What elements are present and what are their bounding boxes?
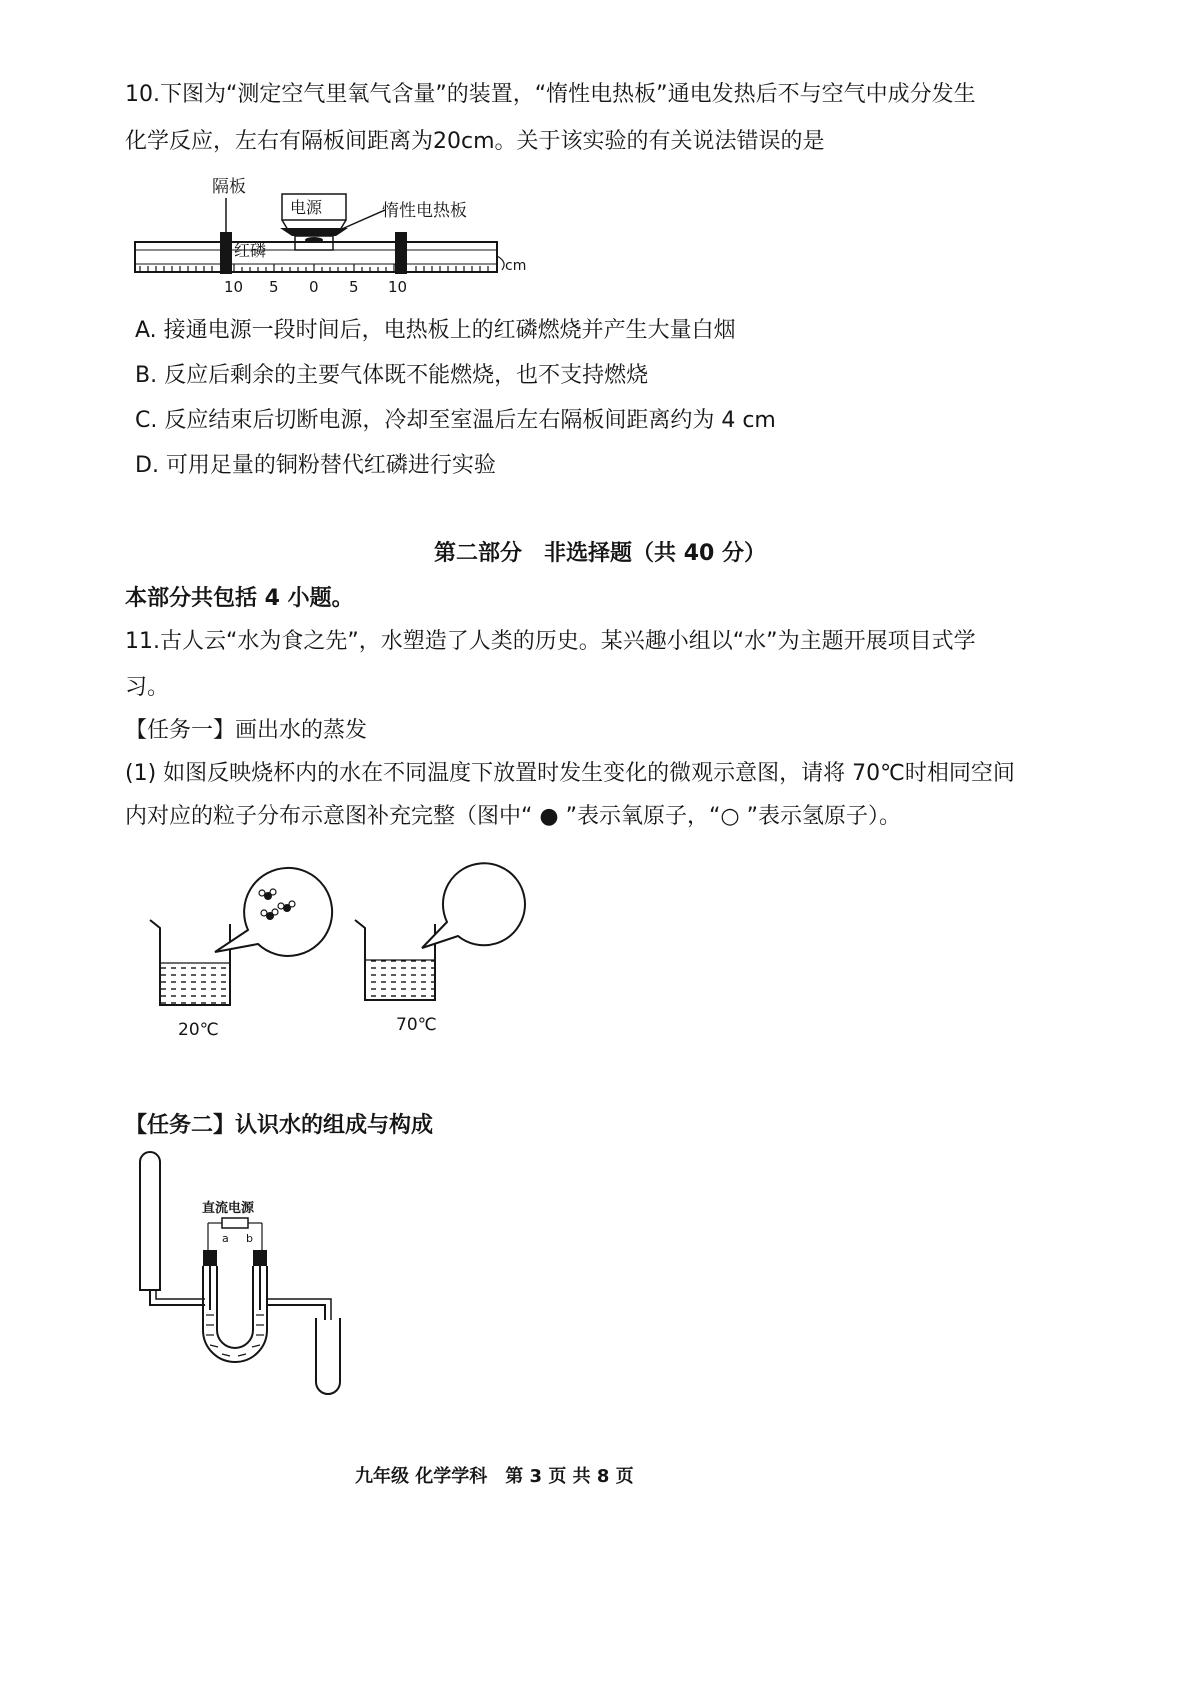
q11-task-1: 【任务一】画出水的蒸发	[125, 718, 368, 743]
q11-line-1: 11.古人云“水为食之先”，水塑造了人类的历史。某兴趣小组以“水”为主题开展项目式学	[125, 629, 976, 654]
q11-sub1-line-1: (1) 如图反映烧杯内的水在不同温度下放置时发生变化的微观示意图，请将 70℃时相同空间	[125, 761, 1015, 786]
terminal-a: a	[222, 1232, 229, 1245]
ruler-unit: cm	[505, 258, 527, 274]
u-tube-inner	[217, 1266, 253, 1348]
dc-power-box	[222, 1218, 248, 1228]
right-connecting-pipe	[267, 1299, 331, 1320]
right-test-tube	[316, 1318, 340, 1394]
page-footer: 九年级 化学学科 第 3 页 共 8 页	[355, 1466, 634, 1487]
terminal-b: b	[246, 1232, 253, 1245]
left-connecting-pipe	[156, 1290, 205, 1299]
u-tube-water	[206, 1315, 264, 1356]
tube-end-curve	[497, 256, 504, 270]
heater-plate	[280, 228, 348, 236]
electrolysis-figure	[130, 1150, 370, 1400]
q11-task-2: 【任务二】认识水的组成与构成	[125, 1113, 434, 1138]
part2-intro: 本部分共包括 4 小题。	[125, 586, 354, 611]
ruler-number: 0	[309, 278, 319, 296]
left-collecting-tube	[140, 1152, 160, 1290]
red-phosphorus	[305, 237, 323, 243]
q10-option-c: C. 反应结束后切断电源，冷却至室温后左右隔板间距离约为 4 cm	[135, 408, 776, 433]
right-stopper	[253, 1250, 267, 1266]
ruler-number: 5	[269, 278, 279, 296]
q10-apparatus-figure	[130, 170, 550, 305]
q10-option-d: D. 可用足量的铜粉替代红磷进行实验	[135, 453, 496, 478]
beaker-label-70c: 70℃	[396, 1015, 437, 1035]
label-dc-power: 直流电源	[202, 1201, 255, 1216]
left-connecting-pipe	[150, 1290, 205, 1305]
beaker-20c	[150, 920, 230, 1005]
left-partition	[220, 232, 232, 274]
q11-line-2: 习。	[125, 675, 170, 700]
label-heater: 惰性电热板	[382, 201, 467, 221]
right-partition	[395, 232, 407, 274]
right-connecting-pipe	[267, 1305, 325, 1320]
q10-line-1: 10.下图为“测定空气里氧气含量”的装置，“惰性电热板”通电发热后不与空气中成分发生	[125, 82, 976, 107]
beaker-70c	[355, 920, 435, 1000]
label-phosphorus: 红磷	[234, 241, 267, 260]
part2-heading: 第二部分 非选择题（共 40 分）	[434, 541, 766, 566]
glass-tube	[135, 242, 497, 272]
left-stopper	[203, 1250, 217, 1266]
ruler-number: 10	[388, 278, 408, 296]
speech-bubble-20c	[215, 868, 332, 956]
q10-option-a: A. 接通电源一段时间后，电热板上的红磷燃烧并产生大量白烟	[135, 318, 736, 343]
q10-option-b: B. 反应后剩余的主要气体既不能燃烧，也不支持燃烧	[135, 363, 649, 388]
label-power: 电源	[290, 198, 323, 217]
q11-sub1-line-2: 内对应的粒子分布示意图补充完整（图中“ ● ”表示氧原子，“○ ”表示氢原子）。	[125, 804, 901, 829]
ruler-number: 5	[349, 278, 359, 296]
beaker-label-20c: 20℃	[178, 1020, 219, 1040]
speech-bubble-70c	[422, 863, 525, 948]
beakers-figure	[140, 860, 540, 1045]
label-partition: 隔板	[212, 177, 246, 197]
ruler-number: 10	[224, 278, 244, 296]
q10-line-2: 化学反应，左右有隔板间距离为20cm。关于该实验的有关说法错误的是	[125, 129, 825, 154]
ruler-ticks	[140, 264, 488, 272]
